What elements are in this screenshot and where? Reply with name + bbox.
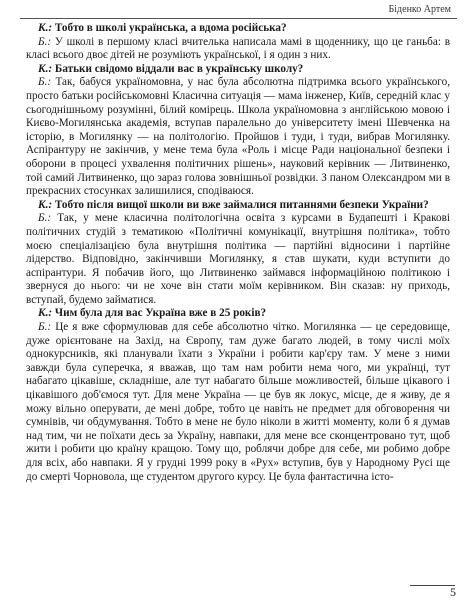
paragraph-text: Так, у мене класична політологічна освіта з курсами в Будапешті і Кракові політичних студій з тематикою «Політичні комунікації, внутрішня політика», тобто моєю спеціалізацією була внутрішня політика — партійні відносини і партійне лідерство. Відповідно, закінчивши Могилянку, я став шукати, куди вступити до аспірантури. Я побачив його, що Литвиненко займався інформаційною політикою і звернуся до нього: чи не хоче він стати моїм керівником. Він сказав: ну приходь, вступай, будемо займатися.	[26, 212, 451, 306]
speaker-label: К.:	[38, 307, 53, 320]
interview-text	[26, 22, 450, 484]
footer-rule	[410, 585, 455, 586]
interview-answer	[26, 321, 450, 484]
paragraph-text: Так, бабуся україномовна, у нас була абсолютна підтримка всього українського, просто батьки російськомовні Класична ситуація — мама інженер, Київ, середній клас у сьогоднішньому розумінні, білий комірець. Школа україномовна з англійською мовою і Києво-Могилянська академія, вступав паралельно до університету імені Шевченка на історію, в Могилянку — на політологію. Пройшов і туди, і туди, вибрав Могилянку. Аспірантуру не закінчив, у мене тема була «Роль і місце Ради національної безпеки і оборони в процесі ухвалення політичних рішень», науковий керівник — Литвиненко, той самий Литвиненко, що зараз голова зовнішньої розвідки. З паном Олександром ми в прекрасних стосунках залишилися, сподіваюся.	[26, 76, 451, 198]
interview-question	[26, 199, 450, 213]
paragraph-text: Чим була для вас Україна вже в 25 років?	[54, 307, 267, 320]
interview-answer	[26, 76, 450, 198]
speaker-label: Б.:	[38, 35, 52, 48]
interview-question	[26, 307, 450, 321]
interview-answer	[26, 212, 450, 307]
speaker-label: Б.:	[38, 212, 52, 225]
paragraph-text: Тобто після вищої школи ви вже займалися питаннями безпеки України?	[54, 198, 429, 211]
speaker-label: К.:	[38, 22, 53, 34]
paragraph-text: У школі в першому класі вчителька написала мамі в щоденнику, що це ганьба: в класі всього двоє дітей не розуміють української, і я один з них.	[26, 35, 450, 62]
paragraph-text: Тобто в школі українська, а вдома російська?	[54, 22, 287, 34]
page-number: 5	[450, 585, 456, 599]
speaker-label: К.:	[38, 62, 53, 75]
interview-answer	[26, 36, 450, 63]
speaker-label: К.:	[38, 198, 53, 211]
running-header	[20, 0, 457, 19]
interview-question	[26, 63, 450, 77]
speaker-label: Б.:	[38, 321, 52, 334]
paragraph-text: Це я вже сформулював для себе абсолютно чітко. Могилянка — це середовище, дуже орієнтоване на Захід, на Європу, там дуже багато людей, в тому числі моїх однокурсників, які планували їхати з України і робити кар'єру там. У мене з ними завжди була суперечка, я вважав, що там нам робити нема чого, ми українці, тут набагато цікавіше, складніше, але тут набагато більше можливостей, більше цікавого і цікавішого доб'ємося тут. Для мене Україна — це був як локус, місце, де я живу, де я можу вільно оперувати, де мені добре, тобто це навіть не предмет для обговорення чи сумнівів, чи обдумування. Тобто в мене не було ніколи в житті моменту, коли б я думав над тим, чи не поїхати десь за Україну, навпаки, для мене все сконцентровано тут, щоб жити і робити цю країну кращою. Тому що, роблячи добре для себе, ми робимо добре для всіх, або навпаки. Я у грудні 1999 року в «Рух» вступив, був у Народному Русі ще до смерті Чорновола, ще студентом другого курсу. Це була фантастична істо-	[26, 321, 450, 483]
interview-question	[26, 22, 450, 36]
paragraph-text: Батьки свідомо віддали вас в українську школу?	[54, 62, 304, 75]
speaker-label: Б.:	[38, 76, 52, 89]
header-author: Біденко Артем	[388, 4, 451, 15]
